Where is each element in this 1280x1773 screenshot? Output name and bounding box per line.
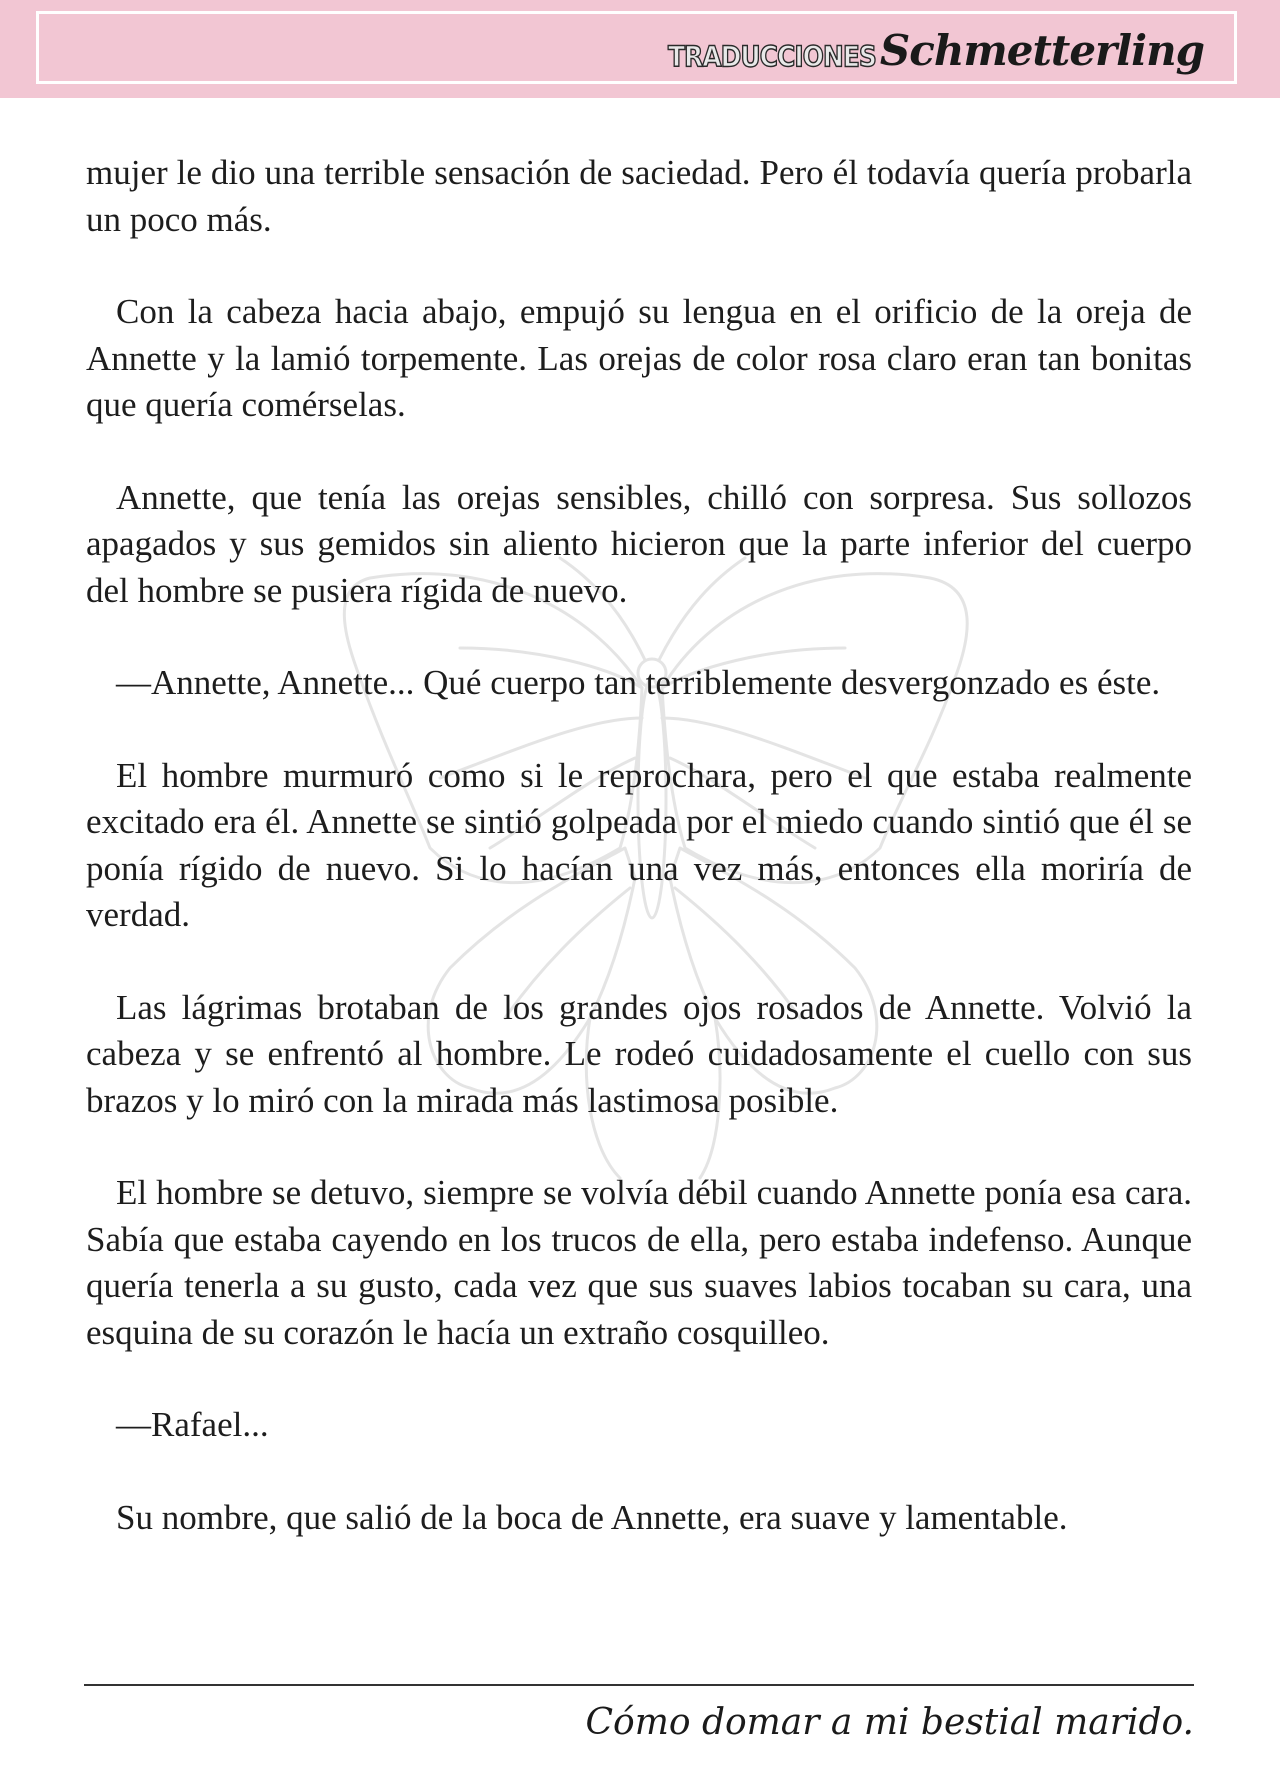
- footer-divider: [84, 1684, 1194, 1686]
- paragraph: Annette, que tenía las orejas sensibles, chilló con sorpresa. Sus sollozos apagados y sus gemidos sin aliento hicieron que la parte inferior del cuerpo del hombre se pusiera rígida de nuevo.: [86, 477, 1192, 610]
- paragraph: Con la cabeza hacia abajo, empujó su lengua en el orificio de la oreja de Annette y la lamió torpemente. Las orejas de color rosa claro eran tan bonitas que quería comérselas.: [86, 292, 1192, 424]
- footer-book-title: Cómo domar a mi bestial marido.: [585, 1702, 1194, 1743]
- logo-text-traducciones: TRADUCCIONES: [667, 39, 876, 74]
- paragraph: Su nombre, que salió de la boca de Annette, era suave y lamentable.: [116, 1497, 1068, 1537]
- paragraph: El hombre se detuvo, siempre se volvía débil cuando Annette ponía esa cara. Sabía que estaba cayendo en los trucos de ella, pero estaba indefenso. Aunque quería tenerla a su gusto, cada vez que sus suaves labios tocaban su cara, una esquina de su corazón le hacía un extraño cosquilleo.: [86, 1173, 1192, 1352]
- logo-text-schmetterling: Schmetterling: [879, 26, 1204, 75]
- paragraph: mujer le dio una terrible sensación de saciedad. Pero él todavía quería probarla un poco más.: [86, 153, 1192, 239]
- page-body: [86, 150, 1192, 1587]
- paragraph: El hombre murmuró como si le reprochara, pero el que estaba realmente excitado era él. Annette se sintió golpeada por el miedo cuando sintió que él se ponía rígido de nuevo. Si lo hacían una vez más, entonces ella moriría de verdad.: [86, 755, 1192, 934]
- paragraph: —Annette, Annette... Qué cuerpo tan terriblemente desvergonzado es éste.: [116, 663, 1161, 702]
- paragraph: Las lágrimas brotaban de los grandes ojos rosados de Annette. Volvió la cabeza y se enfrentó al hombre. Le rodeó cuidadosamente el cuello con sus brazos y lo miró con la mirada más lastimosa posible.: [86, 987, 1192, 1120]
- header-band: [0, 0, 1280, 98]
- translator-logo: [668, 26, 1204, 75]
- paragraph: —Rafael...: [116, 1405, 269, 1444]
